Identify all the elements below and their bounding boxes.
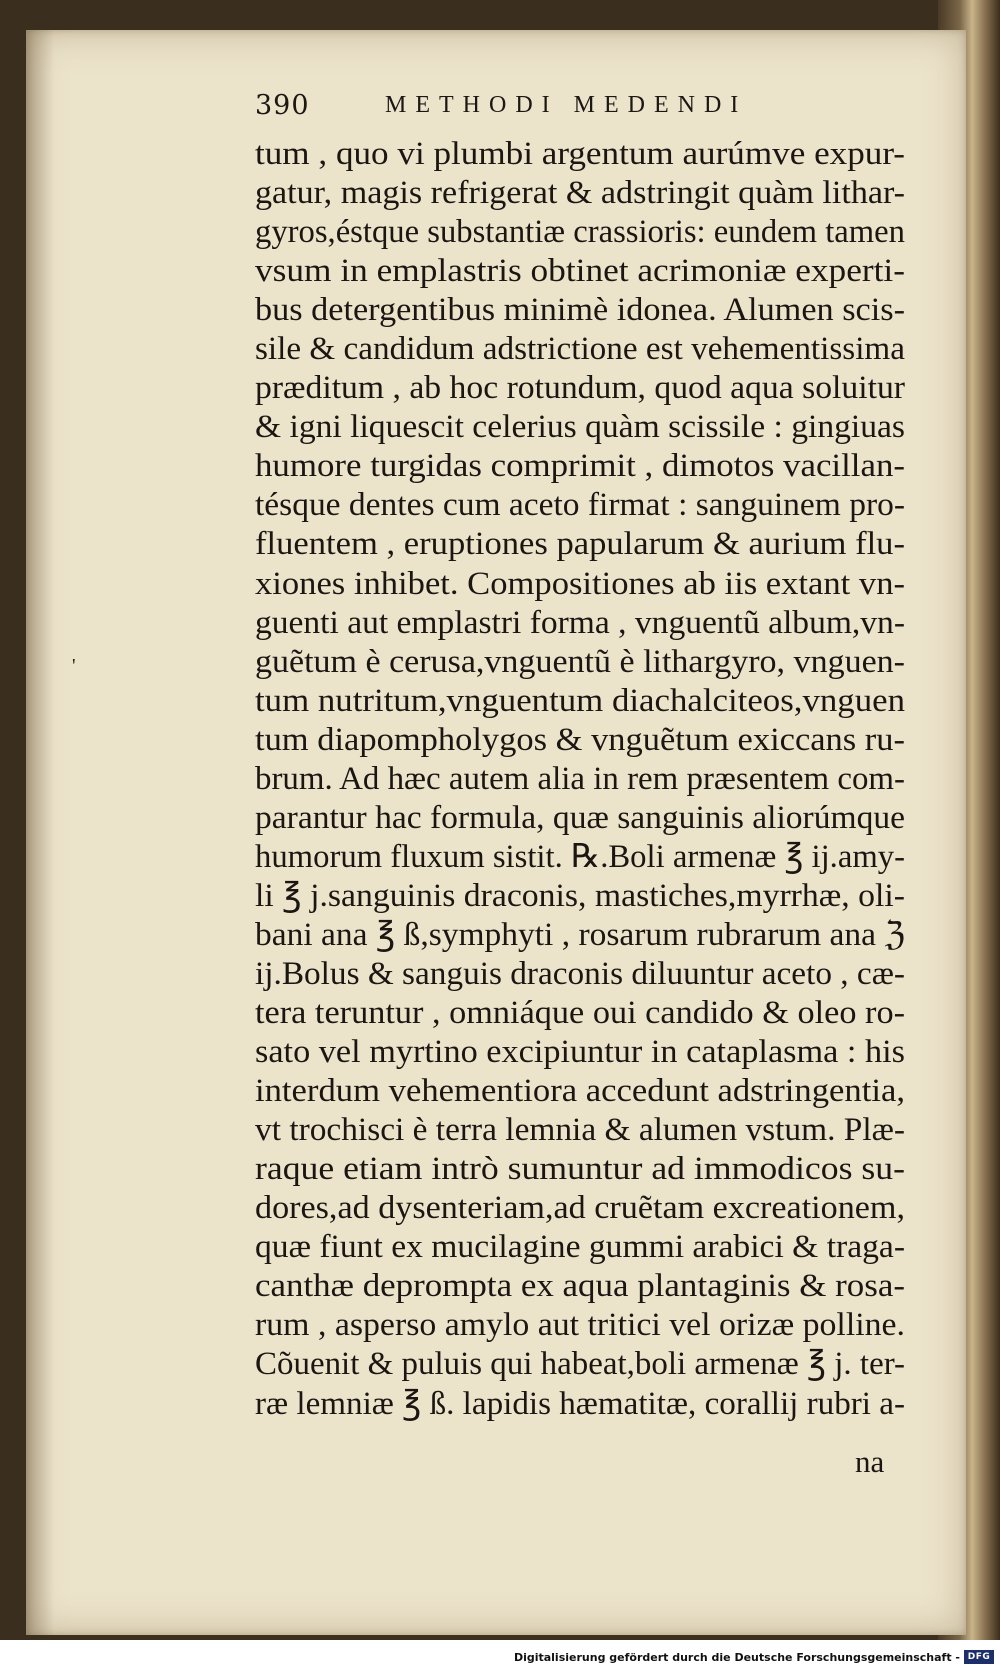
text-line: tum diapompholygos & vnguẽtum exiccans ru- bbox=[255, 721, 905, 758]
text-line: vsum in emplastris obtinet acrimoniæ experti- bbox=[255, 253, 905, 290]
text-line: guẽtum è cerusa,vnguentũ è lithargyro, vnguen- bbox=[255, 643, 905, 680]
text-line: sile & candidum adstrictione est vehementissima bbox=[255, 331, 905, 368]
text-line: bus detergentibus minimè idonea. Alumen scis- bbox=[255, 292, 905, 329]
text-line: tum nutritum,vnguentum diachalciteos,vnguen bbox=[255, 682, 906, 719]
gutter-shadow bbox=[26, 30, 54, 1635]
text-line: gatur, magis refrigerat & adstringit quàm lithar- bbox=[255, 175, 905, 212]
text-line: humorum fluxum sistit. ℞.Boli armenæ ℥ ij.amy- bbox=[255, 838, 905, 875]
text-line: gyros,éstque substantiæ crassioris: eundem tamen bbox=[255, 214, 905, 251]
text-line: guenti aut emplastri forma , vnguentũ album,vn- bbox=[255, 604, 905, 641]
digitization-credit: Digitalisierung gefördert durch die Deutsche Forschungsgemeinschaft - bbox=[513, 1651, 960, 1664]
text-line: interdum vehementiora accedunt adstringentia, bbox=[255, 1073, 906, 1110]
page-number: 390 bbox=[255, 90, 310, 121]
text-line: Cõuenit & puluis qui habeat,boli armenæ ℥ j. ter- bbox=[255, 1346, 905, 1383]
text-line: canthæ deprompta ex aqua plantaginis & rosa- bbox=[255, 1268, 905, 1305]
text-line: & igni liquescit celerius quàm scissile : gingiuas bbox=[255, 409, 905, 446]
body-text bbox=[255, 135, 905, 1424]
margin-mark: ' bbox=[72, 655, 76, 677]
text-line: ræ lemniæ ℥ ß. lapidis hæmatitæ, corallij rubri a- bbox=[255, 1385, 905, 1422]
text-line: vt trochisci è terra lemnia & alumen vstum. Plæ- bbox=[255, 1112, 905, 1149]
text-line: li ℥ j.sanguinis draconis, mastiches,myrrhæ, oli- bbox=[255, 877, 905, 914]
text-line: quæ fiunt ex mucilagine gummi arabici & traga- bbox=[255, 1229, 905, 1266]
text-line: dores,ad dysenteriam,ad cruẽtam excreationem, bbox=[255, 1190, 905, 1227]
text-line: brum. Ad hæc autem alia in rem præsentem com- bbox=[255, 760, 905, 797]
text-line: rum , asperso amylo aut tritici vel orizæ polline. bbox=[255, 1307, 905, 1344]
text-line: tum , quo vi plumbi argentum aurúmve expur- bbox=[255, 136, 905, 172]
page-header bbox=[255, 84, 895, 130]
text-line: sato vel myrtino excipiuntur in cataplasma : his bbox=[255, 1034, 905, 1071]
dfg-logo: DFG bbox=[964, 1650, 994, 1664]
text-line: humore turgidas comprimit , dimotos vacillan- bbox=[255, 448, 905, 485]
text-line: fluentem , eruptiones papularum & aurium flu- bbox=[255, 526, 905, 563]
text-line: parantur hac formula, quæ sanguinis aliorúmque bbox=[255, 799, 905, 836]
text-line: tésque dentes cum aceto firmat : sanguinem pro- bbox=[255, 487, 905, 524]
running-title: METHODI MEDENDI bbox=[385, 92, 748, 118]
text-line: raque etiam intrò sumuntur ad immodicos su- bbox=[255, 1151, 905, 1188]
catchword: na bbox=[855, 1444, 885, 1479]
text-line: bani ana ℥ ß,symphyti , rosarum rubrarum ana ℨ bbox=[255, 916, 905, 953]
text-line: præditum , ab hoc rotundum, quod aqua soluitur bbox=[255, 370, 905, 407]
text-line: ij.Bolus & sanguis draconis diluuntur aceto , cæ- bbox=[255, 955, 905, 992]
text-line: xiones inhibet. Compositiones ab iis extant vn- bbox=[255, 565, 905, 602]
text-line: tera teruntur , omniáque oui candido & oleo ro- bbox=[255, 995, 905, 1032]
